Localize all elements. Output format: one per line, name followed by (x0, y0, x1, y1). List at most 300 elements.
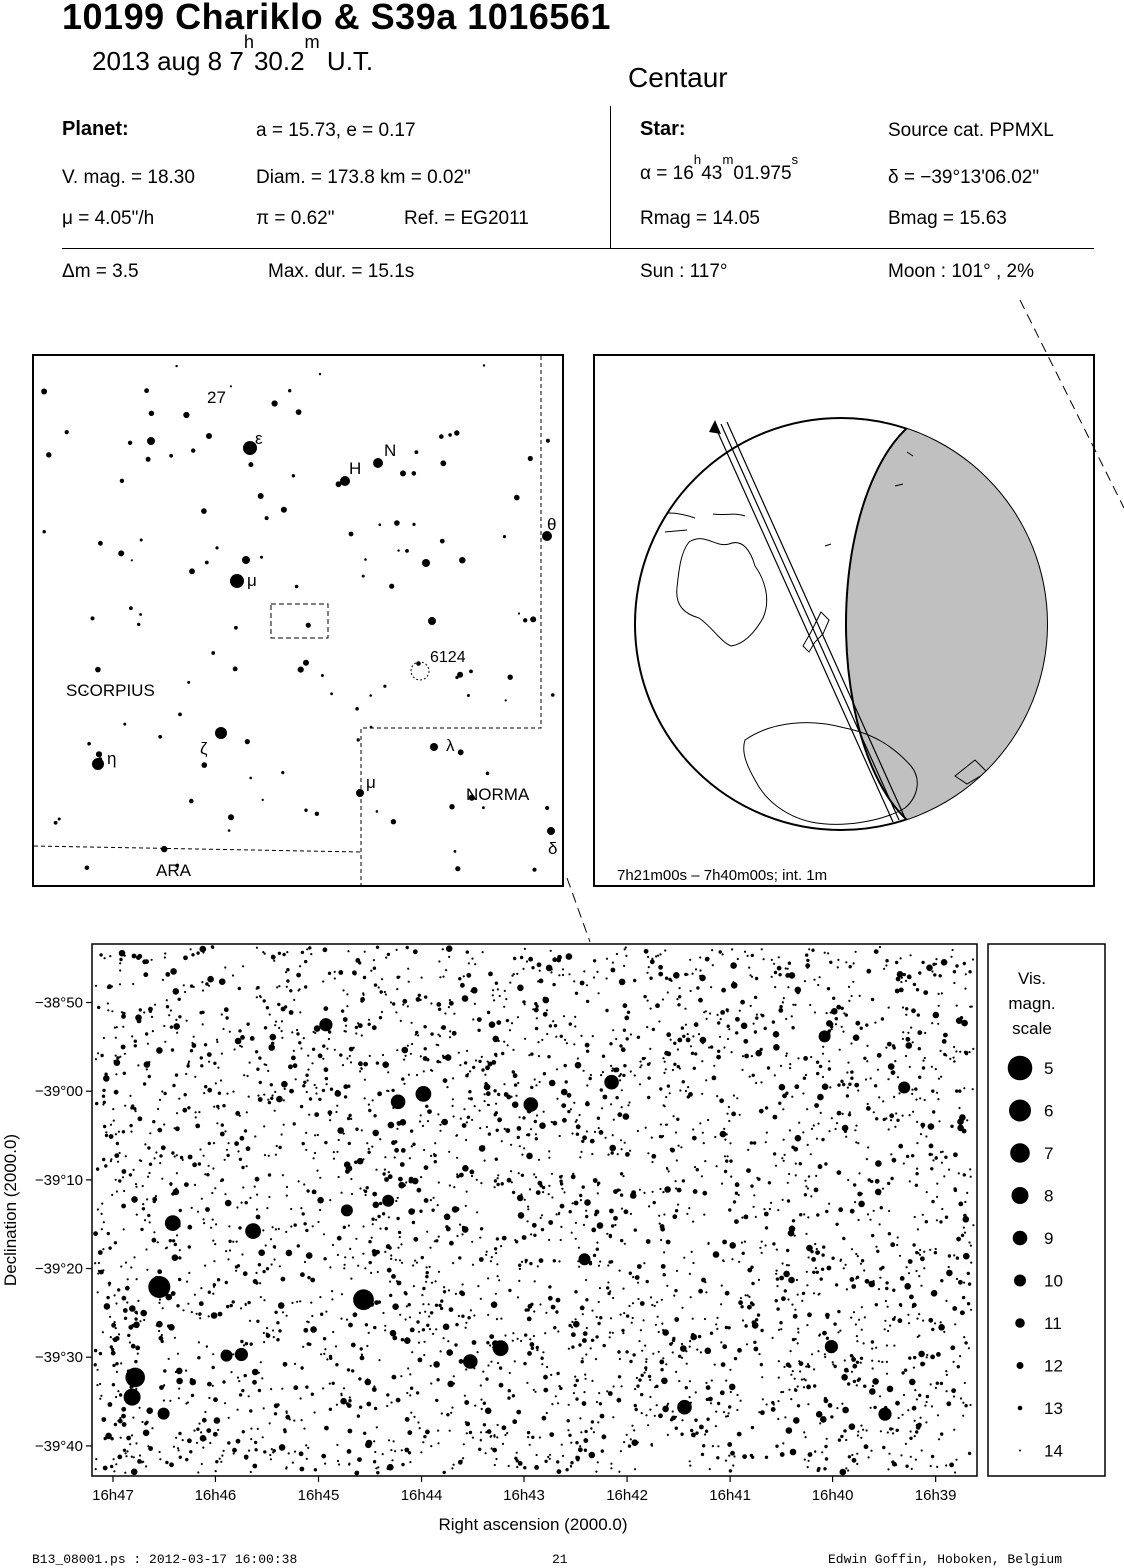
field-star (114, 1090, 119, 1095)
field-star (512, 1191, 515, 1194)
field-star (818, 1293, 820, 1295)
field-star (728, 1412, 730, 1414)
field-star (736, 1409, 738, 1411)
field-star (111, 1194, 113, 1196)
field-star (681, 1307, 683, 1309)
field-star (372, 1387, 377, 1392)
field-star (813, 1124, 815, 1126)
planet-orbit: a = 15.73, e = 0.17 (256, 120, 416, 141)
field-star (243, 1344, 245, 1346)
field-star (959, 1114, 966, 1121)
field-star (248, 1096, 250, 1098)
field-star (585, 1298, 588, 1301)
field-star (963, 1227, 965, 1229)
field-star (618, 1375, 621, 1378)
field-star (920, 1285, 922, 1287)
field-star (290, 1225, 292, 1227)
field-star (134, 1311, 137, 1314)
field-star (320, 1353, 322, 1355)
finder-star (459, 557, 465, 563)
field-star (500, 1318, 502, 1320)
field-star (224, 1130, 226, 1132)
field-star (599, 1130, 604, 1135)
field-star (672, 1214, 677, 1219)
field-star (252, 1380, 257, 1385)
field-star (445, 969, 447, 971)
field-star (931, 1200, 934, 1203)
field-star (264, 1026, 267, 1029)
field-star (783, 1160, 785, 1162)
field-star (386, 1393, 389, 1396)
field-star (241, 1389, 244, 1392)
field-star (208, 1165, 210, 1167)
field-star (895, 961, 898, 964)
field-star (495, 1111, 498, 1114)
field-star (487, 1429, 492, 1434)
field-star (456, 1235, 458, 1237)
field-star (850, 1354, 853, 1357)
field-star (374, 983, 377, 986)
field-star (438, 1304, 441, 1307)
field-star (208, 985, 210, 987)
field-star (269, 1454, 271, 1456)
field-star (622, 1074, 625, 1077)
field-star (760, 1048, 763, 1051)
field-star (597, 1192, 599, 1194)
field-star (551, 1305, 556, 1310)
finder-star (448, 433, 452, 437)
finder-star (416, 661, 421, 666)
field-star (828, 1403, 833, 1408)
field-star (624, 1016, 629, 1021)
field-star (908, 1322, 910, 1324)
y-tick-label: −39°40 (34, 1437, 83, 1455)
field-star (889, 1113, 894, 1118)
field-star (268, 1044, 275, 1051)
bright-star (416, 1086, 432, 1102)
field-star (483, 1402, 486, 1405)
finder-bright-star (206, 433, 212, 439)
planet-diameter: Diam. = 173.8 km = 0.02" (256, 167, 471, 188)
field-star (104, 1164, 107, 1167)
field-star (879, 1277, 881, 1279)
field-star (447, 1381, 454, 1388)
field-star (332, 1244, 334, 1246)
field-star (411, 1351, 413, 1353)
finder-star (245, 739, 250, 744)
field-star (609, 1336, 611, 1338)
field-star (256, 996, 258, 998)
field-star (733, 1200, 736, 1203)
field-star (204, 1085, 207, 1088)
field-star (641, 1374, 644, 1377)
field-star (731, 1258, 733, 1260)
field-star (583, 1391, 585, 1393)
field-star (740, 1305, 743, 1308)
field-star (129, 1173, 132, 1176)
field-star (236, 1439, 241, 1444)
field-star (538, 1055, 540, 1057)
field-star (826, 1337, 829, 1340)
field-star (688, 1207, 690, 1209)
field-star (459, 1224, 461, 1226)
field-star (838, 1438, 841, 1441)
field-star (727, 1155, 729, 1157)
field-star (910, 1027, 912, 1029)
field-star (102, 1269, 104, 1271)
field-star (522, 1235, 527, 1240)
field-star (765, 1106, 768, 1109)
field-star (256, 1194, 258, 1196)
field-star (345, 1025, 347, 1027)
field-star (861, 1193, 863, 1195)
field-star (828, 1067, 831, 1070)
field-star (540, 1217, 542, 1219)
field-star (612, 1297, 614, 1299)
field-star (365, 1379, 372, 1386)
field-star (725, 1460, 727, 1462)
field-star (911, 1008, 916, 1013)
field-star (836, 1407, 838, 1409)
field-star (443, 1337, 445, 1339)
field-star (586, 1130, 588, 1132)
field-star (276, 1145, 278, 1147)
field-star (624, 1142, 626, 1144)
field-star (915, 1459, 917, 1461)
field-star (263, 999, 266, 1002)
label-ara: ARA (156, 861, 191, 880)
field-star (580, 981, 585, 986)
field-star (122, 1296, 127, 1301)
field-star (614, 1224, 616, 1226)
field-star (585, 1215, 588, 1218)
field-star (724, 1139, 726, 1141)
field-star (609, 1235, 612, 1238)
field-star (477, 1351, 479, 1353)
field-star (416, 1320, 419, 1323)
field-star (714, 1136, 716, 1138)
field-star (926, 1356, 928, 1358)
finder-star (144, 388, 149, 393)
field-star (777, 966, 782, 971)
field-star (662, 1191, 664, 1193)
field-star (619, 1044, 622, 1047)
field-star (562, 1118, 567, 1123)
label-scorpius: SCORPIUS (66, 681, 155, 700)
x-tick-label: 16h45 (297, 1487, 340, 1504)
field-star (583, 1438, 588, 1443)
field-star (624, 1243, 626, 1245)
field-star (204, 1265, 206, 1267)
field-star (286, 951, 288, 953)
field-star (176, 1112, 178, 1114)
field-star (112, 1383, 115, 1386)
field-star (888, 1210, 890, 1212)
field-star (112, 1338, 114, 1340)
field-star (540, 1357, 543, 1360)
field-star (856, 1453, 858, 1455)
field-star (931, 1328, 934, 1331)
field-star (650, 1008, 652, 1010)
field-star (112, 1108, 114, 1110)
field-star (437, 1204, 439, 1206)
field-star (716, 1055, 721, 1060)
field-star (175, 1073, 178, 1076)
field-star (639, 1061, 641, 1063)
field-star (472, 1340, 477, 1345)
star-bmag: Bmag = 15.63 (888, 208, 1007, 229)
finder-star (215, 546, 218, 549)
field-star (930, 1383, 932, 1385)
field-star (496, 1020, 501, 1025)
field-star (527, 1317, 532, 1322)
field-star (237, 1150, 239, 1152)
field-star (134, 1044, 137, 1047)
field-star (421, 977, 423, 979)
field-star (525, 1261, 527, 1263)
field-star (275, 1021, 277, 1023)
field-star (488, 972, 493, 977)
field-star (375, 1467, 377, 1469)
field-star (195, 1116, 197, 1118)
field-star (192, 1043, 197, 1048)
field-star (951, 1388, 956, 1393)
field-star (875, 1179, 880, 1184)
field-star (195, 1111, 197, 1113)
field-star (110, 1124, 112, 1126)
field-star (307, 1069, 309, 1071)
field-star (803, 1213, 805, 1215)
field-star (597, 1461, 599, 1463)
field-star (539, 1258, 544, 1263)
field-star (644, 1345, 646, 1347)
field-star (445, 1054, 452, 1061)
field-star (202, 951, 204, 953)
field-star (920, 1256, 925, 1261)
field-star (789, 972, 796, 979)
field-star (863, 1342, 865, 1344)
field-star (323, 1337, 326, 1340)
field-star (412, 1221, 415, 1224)
finder-star (292, 474, 295, 477)
field-star (452, 1262, 454, 1264)
field-star (698, 998, 703, 1003)
field-star (616, 953, 618, 955)
field-star (424, 995, 427, 998)
field-star (120, 1362, 122, 1364)
field-star (310, 953, 312, 955)
field-star (250, 1438, 252, 1440)
field-star (121, 1204, 126, 1209)
field-star (695, 1391, 697, 1393)
field-star (925, 1421, 927, 1423)
finder-star (98, 541, 103, 546)
field-star (619, 979, 626, 986)
field-star (200, 946, 207, 953)
field-star (509, 982, 511, 984)
field-star (755, 1082, 757, 1084)
field-star (806, 1271, 808, 1273)
field-star (730, 1176, 732, 1178)
field-star (919, 1249, 921, 1251)
field-star (307, 1447, 309, 1449)
field-star (769, 1208, 771, 1210)
field-star (477, 1017, 482, 1022)
field-star (848, 1000, 850, 1002)
field-star (776, 1285, 778, 1287)
field-star (678, 1145, 680, 1147)
field-star (964, 1341, 967, 1344)
field-star (574, 1376, 576, 1378)
field-star (579, 1156, 581, 1158)
field-star (908, 1356, 911, 1359)
field-star (96, 1384, 98, 1386)
field-star (377, 1271, 379, 1273)
field-star (303, 1222, 306, 1225)
field-star (651, 958, 653, 960)
field-star (438, 1271, 440, 1273)
field-star (893, 1096, 895, 1098)
field-star (689, 1396, 691, 1398)
field-star (273, 960, 275, 962)
field-star (159, 1458, 161, 1460)
field-star (99, 1383, 101, 1385)
field-star (793, 1417, 800, 1424)
field-star (892, 1044, 895, 1047)
field-star (346, 1005, 348, 1007)
field-star (788, 1389, 790, 1391)
field-star (255, 1177, 260, 1182)
field-star (276, 986, 278, 988)
field-star (694, 1022, 699, 1027)
field-star (607, 1264, 609, 1266)
finder-star (482, 806, 485, 809)
field-star (376, 946, 379, 949)
field-star (536, 1114, 538, 1116)
finder-star (505, 699, 507, 701)
field-star (499, 1383, 504, 1388)
field-star (658, 1020, 660, 1022)
field-star (198, 1111, 200, 1113)
field-star (186, 1064, 189, 1067)
field-star (423, 1435, 426, 1438)
finder-bright-star (428, 617, 436, 625)
field-star (171, 1291, 176, 1296)
field-star (845, 1136, 847, 1138)
field-star (274, 1258, 276, 1260)
field-star (659, 1360, 664, 1365)
field-star (778, 1377, 780, 1379)
field-star (714, 1364, 716, 1366)
field-star (492, 989, 494, 991)
field-star (644, 1366, 647, 1369)
field-star (964, 1232, 966, 1234)
field-star (148, 1075, 151, 1078)
field-star (924, 1099, 926, 1101)
field-star (254, 1448, 257, 1451)
field-star (520, 1340, 522, 1342)
legend-magnitude-label: 14 (1044, 1441, 1063, 1461)
field-star (391, 1140, 396, 1145)
field-star (907, 1032, 909, 1034)
field-star (866, 1045, 868, 1047)
field-star (395, 1011, 397, 1013)
field-star (726, 1008, 729, 1011)
field-star (474, 963, 476, 965)
field-star (182, 1309, 184, 1311)
field-star (239, 1045, 241, 1047)
field-star (881, 1017, 884, 1020)
field-star (856, 1384, 858, 1386)
field-star (737, 1348, 742, 1353)
field-star (98, 1262, 100, 1264)
field-star (458, 1256, 461, 1259)
field-star (893, 1345, 895, 1347)
field-star (589, 1452, 596, 1459)
field-star (418, 1358, 423, 1363)
field-star (863, 1057, 866, 1060)
field-star (778, 1360, 780, 1362)
field-star (806, 1324, 808, 1326)
field-star (580, 1306, 585, 1311)
field-star (487, 1364, 489, 1366)
field-star (348, 1429, 353, 1434)
field-star (796, 991, 799, 994)
field-star (913, 1356, 916, 1359)
field-star (660, 1224, 665, 1229)
field-star (543, 997, 550, 1004)
field-star (301, 1419, 303, 1421)
field-star (516, 1466, 518, 1468)
field-star (97, 1208, 99, 1210)
field-star (744, 1241, 746, 1243)
field-star (955, 964, 958, 967)
field-star (281, 1133, 283, 1135)
field-star (666, 1285, 668, 1287)
field-star (963, 1336, 965, 1338)
field-star (117, 1455, 122, 1460)
field-star (492, 994, 494, 996)
field-star (239, 1393, 242, 1396)
field-star (770, 1202, 772, 1204)
field-star (968, 1452, 971, 1455)
field-star (245, 1303, 247, 1305)
field-star (446, 945, 453, 952)
field-star (122, 1130, 125, 1133)
field-star (744, 951, 746, 953)
field-star (709, 1468, 711, 1470)
field-star (681, 1357, 683, 1359)
field-star (566, 1042, 568, 1044)
field-star (822, 1331, 827, 1336)
field-star (646, 972, 648, 974)
finder-star (228, 814, 234, 820)
finder-star (120, 479, 124, 483)
field-star (542, 1186, 545, 1189)
field-star (817, 984, 819, 986)
field-star (434, 1142, 436, 1144)
finder-star (137, 623, 140, 626)
field-star (543, 1012, 548, 1017)
field-star (387, 1467, 390, 1470)
field-star (516, 1410, 521, 1415)
field-star (850, 1277, 855, 1282)
field-star (966, 1192, 968, 1194)
field-star (626, 1314, 629, 1317)
field-star (222, 1380, 225, 1383)
field-star (721, 1183, 723, 1185)
field-star (722, 1259, 724, 1261)
